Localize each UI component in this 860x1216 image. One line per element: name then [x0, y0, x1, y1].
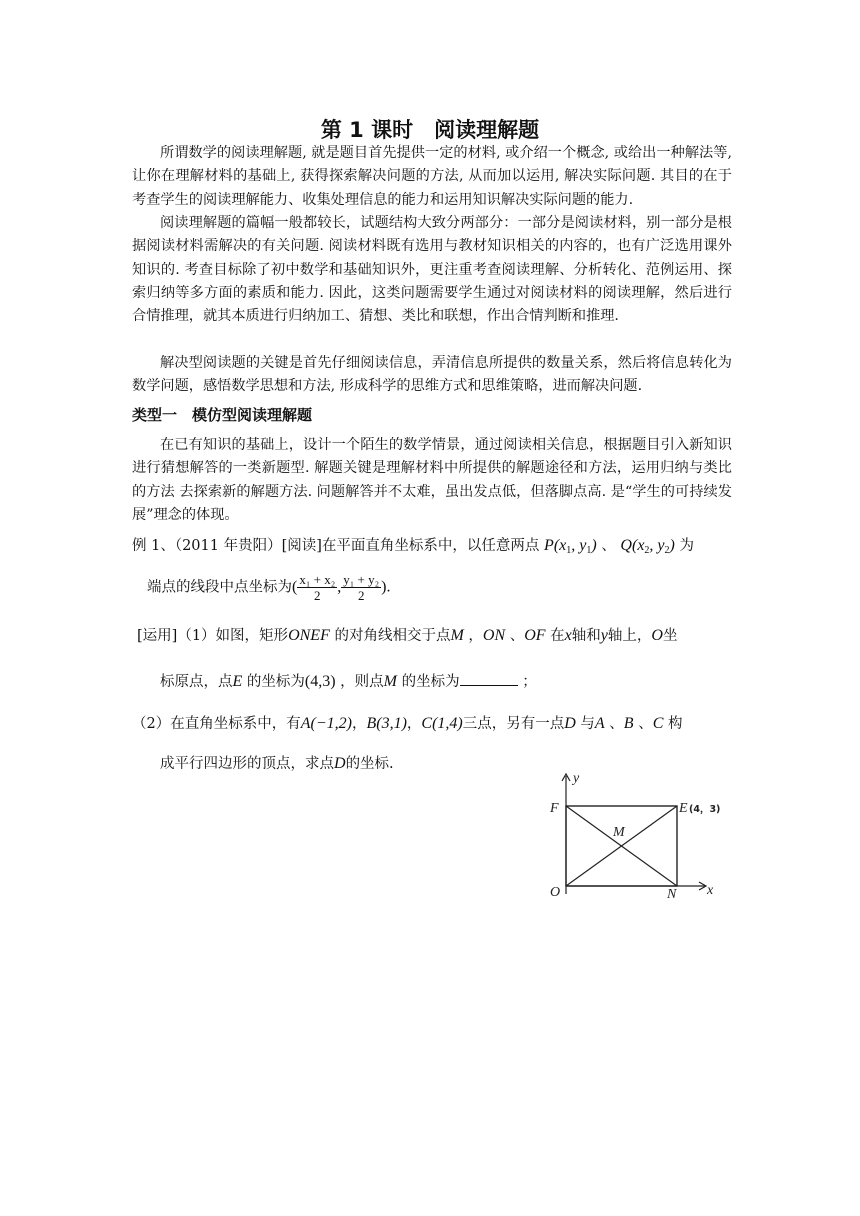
- q2-line2-a: 成平行四边形的顶点，求点: [160, 756, 334, 772]
- lesson-title: 第 1 课时 阅读理解题: [320, 118, 540, 142]
- point-c: C(1,4): [421, 715, 463, 732]
- q1-text-h: 坐: [662, 628, 678, 644]
- example-line-1: [132, 534, 694, 556]
- fraction-y-numerator: y₁ + y₂: [343, 572, 380, 587]
- segment-on: ON: [482, 627, 506, 644]
- comma: ,: [571, 537, 576, 554]
- point-p: $P(x_1$, $y_1$): [544, 537, 597, 556]
- x-axis-label: x: [707, 883, 714, 898]
- point-m: M: [383, 673, 397, 690]
- q1-text-g: 轴上，: [607, 628, 652, 644]
- label-f: F: [550, 801, 559, 816]
- line-end: 为: [679, 538, 694, 554]
- comma: ,: [649, 537, 654, 554]
- point-q-label: Q: [620, 537, 632, 554]
- subscript-2: 2: [644, 545, 650, 556]
- apply-line-1: [137, 624, 677, 645]
- separator: 、: [638, 716, 653, 732]
- read-tag: [阅读]: [281, 538, 322, 554]
- q1-text-f: 轴和: [571, 628, 601, 644]
- point-m: M: [450, 627, 464, 644]
- e-coordinate: (4,3): [304, 673, 336, 690]
- label-b: B: [623, 715, 634, 732]
- q1-line2-a: 标原点，点: [160, 674, 233, 690]
- point-d: D: [564, 715, 576, 732]
- q2-text-c: 与: [580, 716, 595, 732]
- read-text: 在平面直角坐标系中，以任意两点: [321, 538, 540, 554]
- q2-line2-b: 的坐标.: [345, 756, 394, 772]
- fraction-y-denominator: 2: [357, 588, 365, 603]
- midpoint-text: 端点的线段中点坐标为: [147, 579, 292, 596]
- apply-tag: [运用]: [137, 628, 178, 644]
- q1-text-a: （1）如图，矩形: [177, 628, 289, 644]
- y-axis-name: y: [600, 627, 608, 644]
- point-d: D: [334, 755, 346, 772]
- close-paren: ).: [381, 578, 391, 596]
- label-e: E: [679, 801, 688, 816]
- point-p-label: P: [544, 537, 554, 554]
- point-p-open: (: [553, 537, 560, 554]
- label-n: N: [667, 887, 677, 902]
- separator: 、: [601, 538, 616, 554]
- fraction-x-denominator: 2: [314, 588, 321, 603]
- rectangle-figure: [545, 768, 735, 903]
- q2-text-d: 构: [667, 716, 683, 732]
- q1-text-d: 、: [509, 628, 525, 644]
- fraction-x: [297, 572, 337, 603]
- point-q-open: (: [631, 537, 638, 554]
- example-line-2: [147, 572, 390, 603]
- e-coordinate-label: (4，3): [689, 804, 721, 815]
- point-o: O: [651, 627, 663, 644]
- point-b: B(3,1): [366, 715, 407, 732]
- question-2-line-1: （2）在直角坐标系中，有A(−1,2)，B(3,1)，C(1,4)三点，另有一点D 与A 、B 、C 构: [132, 715, 683, 732]
- x-axis-name: x: [564, 627, 572, 644]
- point-q-close: ): [669, 537, 675, 554]
- point-a: A(−1,2): [300, 715, 352, 732]
- q1-line2-d: 的坐标为: [401, 674, 460, 690]
- label-c: C: [652, 715, 664, 732]
- subscript-1: 1: [566, 545, 572, 556]
- separator: 、: [609, 716, 624, 732]
- rect-name: ONEF: [288, 627, 330, 644]
- fraction-y: [341, 572, 381, 603]
- q1-line2-e: ；: [522, 674, 537, 690]
- point-e: E: [232, 673, 243, 690]
- comma: ,: [337, 578, 342, 596]
- label-m: M: [613, 825, 625, 840]
- q1-text-e: 在: [550, 628, 565, 644]
- apply-line-2: [160, 670, 537, 691]
- y-axis-label: y: [573, 771, 580, 786]
- subscript-2: 2: [664, 545, 670, 556]
- point-q: $Q(x_2$, $y_2$): [620, 537, 675, 556]
- q2-text-b: 三点，另有一点: [462, 716, 565, 732]
- section-heading: 类型一 模仿型阅读理解题: [132, 406, 313, 424]
- label-o: O: [550, 885, 561, 900]
- intro-paragraph-3: 解决型阅读题的关键是首先仔细阅读信息，弄清信息所提供的数量关系，然后将信息转化为数学问题，感悟数学思想和方法, 形成科学的思维方式和思维策略，进而解决问题.: [132, 355, 732, 395]
- segment-of: OF: [524, 627, 546, 644]
- open-paren: (: [292, 578, 298, 596]
- section-paragraph: 在已有知识的基础上，设计一个陌生的数学情景，通过阅读相关信息，根据题目引入新知识进行猜想解答的一类新题型. 解题关键是理解材料中所提供的解题途径和方法，运用归纳与类比的方法 去探索新的解题方法. 问题解答并不太难，虽出发点低，但落脚点高. 是“学生的可持续发展”理念的体现。: [132, 437, 732, 523]
- label-a: A: [594, 715, 605, 732]
- intro-paragraph-2: 阅读理解题的篇幅一般都较长，试题结构大致分两部分：一部分是阅读材料，别一部分是根据阅读材料需解决的有关问题. 阅读材料既有选用与教材知识相关的内容的，也有广泛选用课外知识的. 考查目标除了初中数学和基础知识外，更注重考查阅读理解、分析转化、范例运用、探索归纳等多方面的素质和能力. 因此，这类问题需要学生通过对阅读材料的阅读理解，然后进行合情推理，就其本质进行归纳加工、猜想、类比和联想，作出合情判断和推理.: [132, 215, 732, 325]
- q2-text-a: （2）在直角坐标系中，有: [132, 716, 301, 732]
- q1-text-b: 的对角线相交于点: [334, 628, 451, 644]
- q1-line2-b: 的坐标为: [246, 674, 305, 690]
- point-p-close: ): [591, 537, 597, 554]
- intro-paragraph-1: 所谓数学的阅读理解题, 就是题目首先提供一定的材料, 或介绍一个概念, 或给出一种解法等, 让你在理解材料的基础上, 获得探索解决问题的方法, 从而加以运用, 解决实际问题. 其目的在于考查学生的阅读理解能力、收集处理信息的能力和运用知识解决实际问题的能力.: [132, 145, 732, 208]
- example-prefix: 例 1、（2011 年贵阳）: [132, 538, 282, 554]
- answer-blank: [460, 671, 518, 686]
- q1-text-c: ，: [468, 628, 483, 644]
- q1-line2-c: ，则点: [340, 674, 384, 690]
- subscript-1: 1: [586, 545, 592, 556]
- fraction-x-numerator: x₁ + x₂: [299, 572, 336, 587]
- question-2-line-2: [160, 752, 394, 773]
